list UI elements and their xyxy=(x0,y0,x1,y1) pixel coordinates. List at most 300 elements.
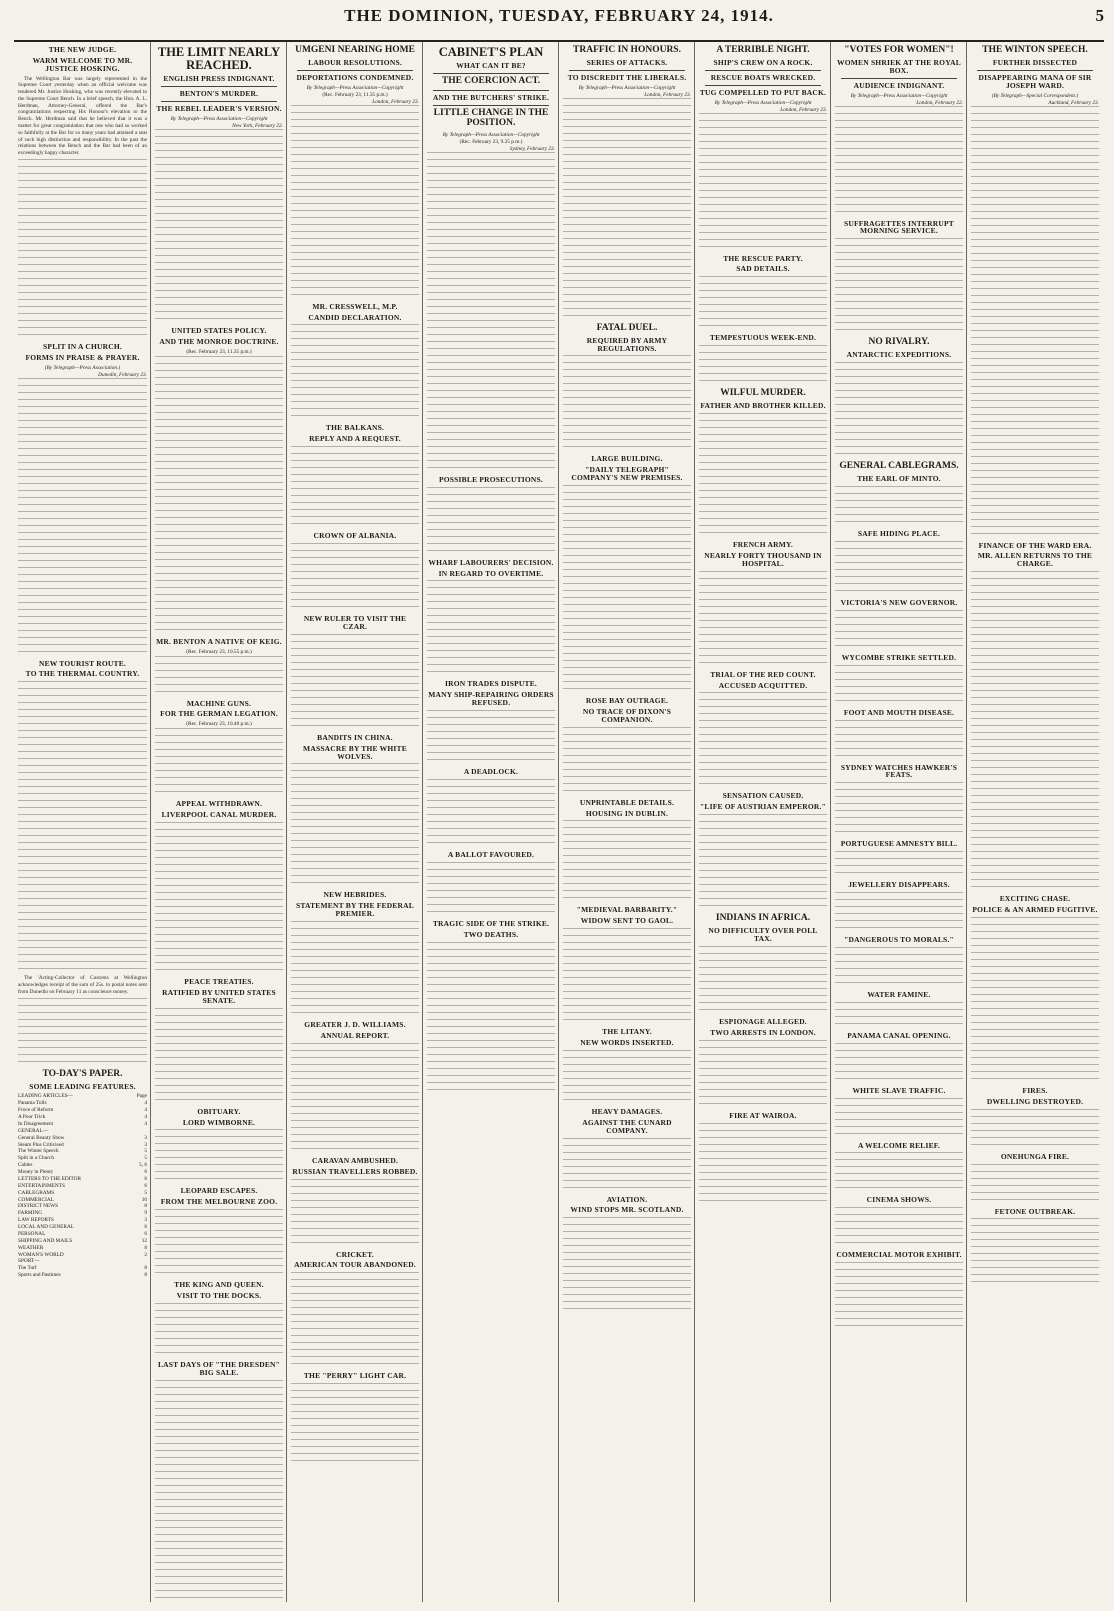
source-line: By Telegraph—Press Association—Copyright xyxy=(170,115,268,122)
headline: SERIES OF ATTACKS. xyxy=(586,57,668,67)
article-text-block xyxy=(835,106,963,218)
index-label: The Winter Speech xyxy=(18,1148,59,1155)
headline: THE RESCUE PARTY. xyxy=(723,253,803,263)
news-column xyxy=(14,42,150,1602)
news-column xyxy=(286,42,422,1602)
headline: LARGE BUILDING. xyxy=(591,454,663,464)
index-row xyxy=(18,1148,147,1155)
headline: LABOUR RESOLUTIONS. xyxy=(308,57,402,67)
article-text-block xyxy=(18,378,147,658)
source-line: (By Telegraph—Press Association.) xyxy=(44,364,121,371)
article-text-block xyxy=(291,634,419,732)
headline: GENERAL CABLEGRAMS. xyxy=(839,461,959,472)
place-dateline: London, February 23. xyxy=(780,106,827,113)
headline: THE EARL OF MINTO. xyxy=(857,474,941,484)
article-text-block xyxy=(563,928,691,1026)
article-text-block xyxy=(699,571,827,669)
index-page: 3 xyxy=(144,1141,147,1148)
headline: WILFUL MURDER. xyxy=(720,388,806,399)
headline: THE "PERRY" LIGHT CAR. xyxy=(303,1371,407,1381)
article-text-block xyxy=(155,1209,283,1279)
article-text-block xyxy=(563,355,691,453)
article-text-block xyxy=(835,541,963,597)
place-dateline: Sydney, February 23. xyxy=(509,145,555,152)
features-index xyxy=(18,1093,147,1279)
article-text-block xyxy=(291,921,419,1019)
divider xyxy=(161,86,277,87)
source-line: By Telegraph—Press Association—Copyright xyxy=(578,84,676,91)
index-label: GENERAL— xyxy=(18,1127,49,1134)
article-text-block xyxy=(18,159,147,341)
headline: OBITUARY. xyxy=(197,1106,241,1116)
article-text-block xyxy=(155,728,283,798)
index-label: Panama Tolls xyxy=(18,1100,47,1107)
headline: APPEAL WITHDRAWN. xyxy=(175,799,263,809)
article-text-block xyxy=(971,1218,1099,1288)
headline: AUDIENCE INDIGNANT. xyxy=(853,80,945,90)
index-row xyxy=(18,1142,147,1149)
article-text-block xyxy=(699,1123,827,1207)
article-text-block xyxy=(427,580,555,678)
headline: WARM WELCOME TO MR. JUSTICE HOSKING. xyxy=(32,55,133,73)
article-text-block xyxy=(835,362,963,460)
index-page: 5 xyxy=(144,1155,147,1162)
headline: ESPIONAGE ALLEGED. xyxy=(719,1016,807,1026)
news-column xyxy=(966,42,1102,1602)
headline: HEAVY DAMAGES. xyxy=(591,1106,663,1116)
article-text-block xyxy=(427,942,555,1096)
headline: TWO DEATHS. xyxy=(463,929,519,939)
received-line: (Rec. February 23, 9.25 p.m.) xyxy=(459,138,523,145)
headline: MR. CRESSWELL, M.P. xyxy=(312,301,398,311)
divider xyxy=(705,70,821,71)
headline: SYDNEY WATCHES HAWKER'S FEATS. xyxy=(840,762,958,780)
received-line: (Rec. February 23, 11.35 p.m.) xyxy=(186,348,252,355)
index-page: Page xyxy=(136,1093,147,1100)
headline: IRON TRADES DISPUTE. xyxy=(444,679,537,689)
headline: UMGENI NEARING HOME xyxy=(295,45,415,55)
article-text-block xyxy=(18,998,147,1068)
article-text-block xyxy=(291,1272,419,1370)
source-line: By Telegraph—Press Association—Copyright xyxy=(714,99,812,106)
headline: CANDID DECLARATION. xyxy=(308,312,402,322)
headline: MR. ALLEN RETURNS TO THE CHARGE. xyxy=(977,551,1093,569)
index-row xyxy=(18,1238,147,1245)
headline: IN REGARD TO OVERTIME. xyxy=(438,568,544,578)
headline: TO DISCREDIT THE LIBERALS. xyxy=(567,72,687,82)
place-dateline: New York, February 22. xyxy=(232,122,283,129)
headline: "MEDIEVAL BARBARITY." xyxy=(576,905,678,915)
article-text-block xyxy=(971,1164,1099,1206)
index-row xyxy=(18,1224,147,1231)
index-row xyxy=(18,1217,147,1224)
divider xyxy=(977,70,1093,71)
headline: CINEMA SHOWS. xyxy=(866,1195,932,1205)
index-row xyxy=(18,1272,147,1279)
headline: TO-DAY'S PAPER. xyxy=(42,1068,123,1079)
index-page: 12 xyxy=(141,1237,147,1244)
news-column xyxy=(150,42,286,1602)
index-row xyxy=(18,1176,147,1183)
divider xyxy=(433,90,549,91)
article-text-block xyxy=(427,710,555,766)
headline: SPLIT IN A CHURCH. xyxy=(43,341,122,351)
article-text-block xyxy=(835,1207,963,1249)
headline: LITTLE CHANGE IN THE POSITION. xyxy=(433,107,549,128)
index-page: 6 xyxy=(144,1175,147,1182)
divider xyxy=(433,73,549,74)
headline: FROM THE MELBOURNE ZOO. xyxy=(160,1197,278,1207)
article-text-block xyxy=(699,413,827,539)
headline: LIVERPOOL CANAL MURDER. xyxy=(161,810,277,820)
place-dateline: London, February 22. xyxy=(916,99,963,106)
index-page: 2 xyxy=(144,1251,147,1258)
article-text-block xyxy=(427,862,555,918)
article-text-block xyxy=(155,656,283,698)
headline: THE LITANY. xyxy=(602,1027,652,1037)
article-text-block xyxy=(835,947,963,989)
headline: CARAVAN AMBUSHED. xyxy=(311,1155,399,1165)
received-line: (Rec. February 23, 10.55 p.m.) xyxy=(186,648,252,655)
article-text-block xyxy=(18,681,147,975)
index-page: 4 xyxy=(144,1120,147,1127)
index-row xyxy=(18,1128,147,1135)
article-text-block xyxy=(699,1040,827,1110)
index-page: 8 xyxy=(144,1272,147,1279)
index-page: 6 xyxy=(144,1169,147,1176)
headline: JEWELLERY DISAPPEARS. xyxy=(848,880,950,890)
index-page: 4 xyxy=(144,1114,147,1121)
index-label: WEATHER xyxy=(18,1244,44,1251)
article-text: The 'Acting-Collector of Customs at Wellington acknowledges receipt of the sum of 25s. in postal notes sent from Dunedin on February 11 as conscience money. xyxy=(18,975,147,995)
headline: TO THE THERMAL COUNTRY. xyxy=(25,669,140,679)
headline: TRAFFIC IN HONOURS. xyxy=(573,45,681,55)
article-text-block xyxy=(835,1002,963,1030)
article-text-block xyxy=(155,822,283,976)
index-label: FARMING xyxy=(18,1210,43,1217)
divider xyxy=(841,78,957,79)
headline: PORTUGUESE AMNESTY BILL. xyxy=(840,839,958,849)
index-row xyxy=(18,1265,147,1272)
news-column xyxy=(830,42,966,1602)
index-row xyxy=(18,1231,147,1238)
article-text-block xyxy=(427,152,555,474)
news-column xyxy=(422,42,558,1602)
divider xyxy=(569,70,685,71)
article-text-block xyxy=(835,1043,963,1085)
headline: UNPRINTABLE DETAILS. xyxy=(579,797,675,807)
index-label: LETTERS TO THE EDITOR xyxy=(18,1175,82,1182)
headline: MANY SHIP-REPAIRING ORDERS REFUSED. xyxy=(428,690,554,708)
divider xyxy=(297,70,413,71)
article-text-block xyxy=(291,543,419,613)
article-text-block xyxy=(835,720,963,762)
index-page: 8 xyxy=(144,1244,147,1251)
index-label: PERSONAL xyxy=(18,1230,46,1237)
news-columns xyxy=(14,42,1104,1602)
masthead xyxy=(14,6,1104,42)
headline: AMERICAN TOUR ABANDONED. xyxy=(294,1260,416,1270)
headline: THE BALKANS. xyxy=(325,423,385,433)
news-column xyxy=(694,42,830,1602)
index-row xyxy=(18,1203,147,1210)
headline: NEW WORDS INSERTED. xyxy=(580,1038,674,1048)
headline: NO TRACE OF DIXON'S COMPANION. xyxy=(582,706,672,724)
index-row xyxy=(18,1183,147,1190)
page-number: 5 xyxy=(1095,6,1104,25)
headline: WHARF LABOURERS' DECISION. xyxy=(428,557,554,567)
headline: THE KING AND QUEEN. xyxy=(174,1280,264,1290)
headline: TWO ARRESTS IN LONDON. xyxy=(710,1027,816,1037)
headline: ONEHUNGA FIRE. xyxy=(1000,1151,1070,1161)
article-text-block xyxy=(291,763,419,889)
headline: ANTARCTIC EXPEDITIONS. xyxy=(846,350,952,360)
divider xyxy=(705,85,821,86)
headline: PANAMA CANAL OPENING. xyxy=(847,1030,951,1040)
article-text-block xyxy=(291,1179,419,1249)
headline: SUFFRAGETTES INTERRUPT MORNING SERVICE. xyxy=(843,218,955,236)
headline: FIRE AT WAIROA. xyxy=(729,1110,797,1120)
headline: INDIANS IN AFRICA. xyxy=(715,913,811,924)
headline: ROSE BAY OUTRAGE. xyxy=(585,696,669,706)
index-row xyxy=(18,1121,147,1128)
source-line: (By Telegraph—Special Correspondent.) xyxy=(991,92,1079,99)
headline: LAST DAYS OF "THE DRESDEN" BIG SALE. xyxy=(157,1359,281,1377)
article-text-block xyxy=(835,1152,963,1194)
article-text: The Wellington Bar was largely represented in the Supreme Court yesterday when an official welcome was tendered Mr. Justice Hosking, who was recently elevated to the Supreme Court Bench. In a brief speech, the Hon. A. L. Herdman, Attorney-General, offered the Bar's congratulations respecting His Honour's elevation to the Bench. Mr. Herdman said that he believed that it was a matter for great congratulation that one who had so worked so faithfully at the Bar for so many years had attained a seat of such high distinction and responsibility. In the past the relations between the Bench and the Bar had been of an exceedingly happy character. xyxy=(18,75,147,157)
article-text-block xyxy=(155,356,283,636)
article-text-block xyxy=(291,105,419,301)
index-label: COMMERCIAL xyxy=(18,1196,54,1203)
source-line: By Telegraph—Press Association—Copyright xyxy=(850,92,948,99)
headline: WYCOMBE STRIKE SETTLED. xyxy=(841,652,957,662)
headline: POSSIBLE PROSECUTIONS. xyxy=(438,474,543,484)
article-text-block xyxy=(699,814,827,912)
index-label: Money in Plenty xyxy=(18,1169,54,1176)
index-label: LAW REPORTS xyxy=(18,1217,54,1224)
article-text-block xyxy=(971,571,1099,893)
headline: NO RIVALRY. xyxy=(868,337,930,348)
article-text-block xyxy=(835,1262,963,1332)
headline: FINANCE OF THE WARD ERA. xyxy=(978,540,1092,550)
article-text-block xyxy=(427,487,555,557)
index-label: A Poor Trick xyxy=(18,1114,46,1121)
article-text-block xyxy=(155,1008,283,1106)
headline: NEARLY FORTY THOUSAND IN HOSPITAL. xyxy=(704,550,822,568)
headline: AVIATION. xyxy=(606,1194,648,1204)
article-text-block xyxy=(563,485,691,695)
source-line: By Telegraph—Press Association—Copyright xyxy=(306,84,404,91)
headline: REQUIRED BY ARMY REGULATIONS. xyxy=(586,335,668,353)
index-label: SHIPPING AND MAILS xyxy=(18,1237,73,1244)
index-label: CABLEGRAMS xyxy=(18,1189,55,1196)
index-page: 10 xyxy=(141,1196,147,1203)
index-label: Sports and Pastimes xyxy=(18,1272,61,1279)
headline: WOMEN SHRIEK AT THE ROYAL BOX. xyxy=(837,57,961,75)
headline: THE LIMIT NEARLY REACHED. xyxy=(157,45,281,73)
place-dateline: Dunedin, February 23. xyxy=(98,371,147,378)
article-text-block xyxy=(971,917,1099,1085)
divider xyxy=(161,101,277,102)
headline: REPLY AND A REQUEST. xyxy=(309,434,401,444)
headline: "DANGEROUS TO MORALS." xyxy=(844,935,954,945)
headline: VISIT TO THE DOCKS. xyxy=(176,1291,262,1300)
index-label: General Beauty Show xyxy=(18,1134,65,1141)
headline: RESCUE BOATS WRECKED. xyxy=(710,72,816,82)
article-text-block xyxy=(699,692,827,790)
headline: A TERRIBLE NIGHT. xyxy=(716,45,810,55)
article-text-block xyxy=(563,1050,691,1106)
index-page: 5, 6 xyxy=(139,1162,147,1169)
index-label: Split in a Church xyxy=(18,1155,55,1162)
article-text-block xyxy=(291,1043,419,1155)
headline: TUG COMPELLED TO PUT BACK. xyxy=(699,87,827,97)
headline: VICTORIA'S NEW GOVERNOR. xyxy=(840,597,958,607)
headline: LEOPARD ESCAPES. xyxy=(180,1186,258,1196)
headline: A BALLOT FAVOURED. xyxy=(447,849,535,859)
headline: CROWN OF ALBANIA. xyxy=(313,531,397,541)
article-text-block xyxy=(563,98,691,322)
article-text-block xyxy=(835,665,963,707)
headline: COMMERCIAL MOTOR EXHIBIT. xyxy=(836,1250,962,1260)
article-text-block xyxy=(155,1380,283,1602)
headline: NEW RULER TO VISIT THE CZAR. xyxy=(303,614,407,631)
headline: NEW TOURIST ROUTE. xyxy=(38,658,127,668)
headline: DEPORTATIONS CONDEMNED. xyxy=(296,72,414,82)
index-label: DISTRICT NEWS xyxy=(18,1203,59,1210)
index-label: LOCAL AND GENERAL xyxy=(18,1224,75,1231)
headline: HOUSING IN DUBLIN. xyxy=(585,808,669,818)
source-line: By Telegraph—Press Association—Copyright xyxy=(442,131,540,138)
index-row xyxy=(18,1258,147,1265)
article-text-block xyxy=(699,345,827,387)
newspaper-title: THE DOMINION, TUESDAY, FEBRUARY 24, 1914. xyxy=(344,6,774,25)
headline: AND THE BUTCHERS' STRIKE. xyxy=(432,92,550,102)
headline: ACCUSED ACQUITTED. xyxy=(718,680,808,690)
article-text-block xyxy=(835,238,963,336)
article-text-block xyxy=(563,820,691,904)
divider xyxy=(433,105,549,106)
headline: THE NEW JUDGE. xyxy=(48,45,117,54)
headline: EXCITING CHASE. xyxy=(999,894,1071,904)
article-text-block xyxy=(291,446,419,530)
headline: CRICKET. xyxy=(336,1249,374,1259)
headline: WHITE SLAVE TRAFFIC. xyxy=(852,1085,946,1095)
article-text-block xyxy=(563,727,691,797)
headline: FOOT AND MOUTH DISEASE. xyxy=(843,707,955,717)
article-text-block xyxy=(291,1383,419,1467)
headline: TEMPESTUOUS WEEK-END. xyxy=(709,333,817,343)
headline: DWELLING DESTROYED. xyxy=(986,1096,1084,1106)
headline: AGAINST THE CUNARD COMPANY. xyxy=(582,1117,672,1135)
article-text-block xyxy=(835,610,963,652)
index-label: ENTERTAINMENTS xyxy=(18,1182,65,1189)
headline: WIND STOPS MR. SCOTLAND. xyxy=(570,1205,684,1215)
index-page: 5 xyxy=(144,1148,147,1155)
index-label: Froce of Reform xyxy=(18,1107,54,1114)
headline: LORD WIMBORNE. xyxy=(182,1117,256,1127)
received-line: (Rec. February 23, 10.40 p.m.) xyxy=(186,721,252,728)
headline: THE REBEL LEADER'S VERSION. xyxy=(156,104,282,113)
headline: STATEMENT BY THE FEDERAL PREMIER. xyxy=(296,901,414,919)
headline: SHIP'S CREW ON A ROCK. xyxy=(713,57,813,67)
headline: SOME LEADING FEATURES. xyxy=(29,1081,136,1091)
article-text-block xyxy=(563,1217,691,1315)
headline: WHAT CAN IT BE? xyxy=(456,61,526,71)
headline: FURTHER DISSECTED xyxy=(992,57,1078,67)
index-label: Steam Plus Criticised xyxy=(18,1141,64,1148)
headline: NEW HEBRIDES. xyxy=(323,890,387,900)
index-row xyxy=(18,1169,147,1176)
headline: FRENCH ARMY. xyxy=(732,540,794,550)
index-row xyxy=(18,1155,147,1162)
headline: THE COERCION ACT. xyxy=(441,76,541,86)
headline: MR. BENTON A NATIVE OF KEIG. xyxy=(156,636,282,646)
index-row xyxy=(18,1210,147,1217)
article-text-block xyxy=(155,129,283,325)
headline: A WELCOME RELIEF. xyxy=(858,1140,940,1150)
headline: PEACE TREATIES. xyxy=(184,977,254,986)
article-text-block xyxy=(971,1109,1099,1151)
index-row xyxy=(18,1162,147,1169)
index-page: 6 xyxy=(144,1182,147,1189)
place-dateline: London, February 23. xyxy=(644,91,691,98)
received-line: (Rec. February 23, 11.35 p.m.) xyxy=(322,91,388,98)
headline: TRAGIC SIDE OF THE STRIKE. xyxy=(432,918,550,928)
index-row xyxy=(18,1114,147,1121)
headline: FORMS IN PRAISE & PRAYER. xyxy=(25,352,140,362)
headline: SAFE HIDING PLACE. xyxy=(857,529,941,539)
article-text-block xyxy=(155,1303,283,1359)
headline: A DEADLOCK. xyxy=(463,767,519,777)
headline: CABINET'S PLAN xyxy=(438,45,544,59)
headline: BANDITS IN CHINA. xyxy=(317,732,393,742)
headline: MASSACRE BY THE WHITE WOLVES. xyxy=(303,743,407,761)
index-page: 4 xyxy=(144,1100,147,1107)
headline: ANNUAL REPORT. xyxy=(320,1030,390,1040)
headline: DISAPPEARING MANA OF SIR JOSEPH WARD. xyxy=(978,72,1092,90)
index-row xyxy=(18,1107,147,1114)
index-page: 4 xyxy=(144,1107,147,1114)
headline: FATAL DUEL. xyxy=(596,322,658,333)
index-label: Cables xyxy=(18,1162,33,1169)
article-text-block xyxy=(835,1098,963,1140)
headline: FIRES. xyxy=(1022,1085,1048,1095)
headline: "DAILY TELEGRAPH" COMPANY'S NEW PREMISES. xyxy=(571,465,683,483)
article-text-block xyxy=(835,851,963,879)
index-page: 5 xyxy=(144,1189,147,1196)
headline: GREATER J. D. WILLIAMS. xyxy=(304,1020,406,1030)
headline: FATHER AND BROTHER KILLED. xyxy=(700,401,826,411)
article-text-block xyxy=(699,113,827,253)
index-label: In Disagreement xyxy=(18,1120,54,1127)
news-column xyxy=(558,42,694,1602)
article-text-block xyxy=(835,892,963,934)
headline: "VOTES FOR WOMEN"! xyxy=(844,45,954,55)
article-text-block xyxy=(699,946,827,1016)
headline: BENTON'S MURDER. xyxy=(179,89,259,99)
headline: FETONE OUTBREAK. xyxy=(994,1206,1076,1216)
headline: THE WINTON SPEECH. xyxy=(982,45,1088,55)
headline: TRIAL OF THE RED COUNT. xyxy=(710,669,816,679)
headline: ENGLISH PRESS INDIGNANT. xyxy=(163,74,275,84)
headline: NO DIFFICULTY OVER POLL TAX. xyxy=(708,926,818,944)
index-label: SPORT— xyxy=(18,1258,40,1265)
index-row xyxy=(18,1197,147,1204)
index-row xyxy=(18,1245,147,1252)
article-text-block xyxy=(563,1138,691,1194)
index-row xyxy=(18,1093,147,1100)
